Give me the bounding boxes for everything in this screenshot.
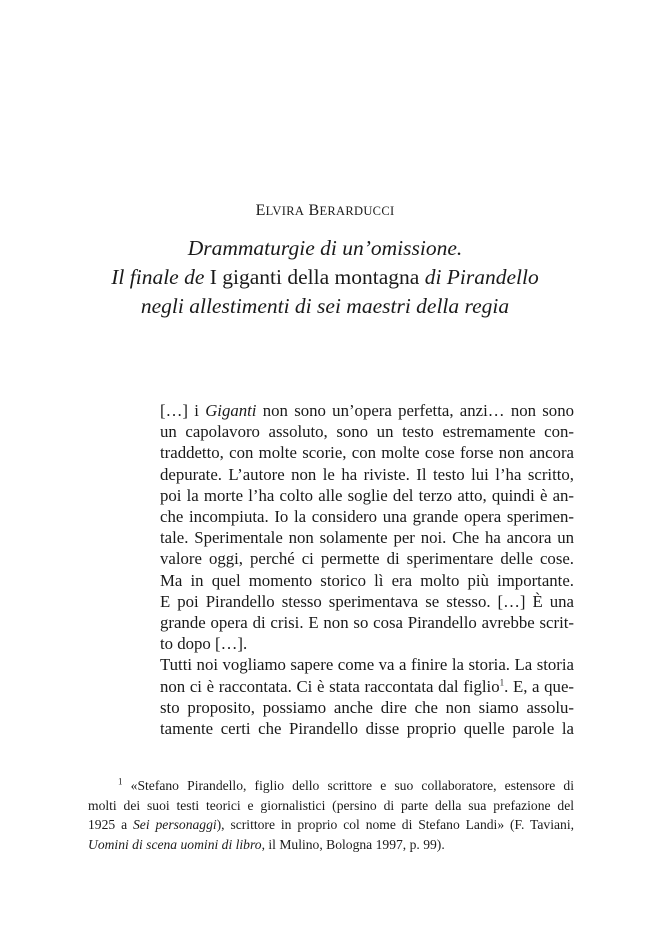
footnote-line: $^1$ «Stefano Pirandello, figlio dello scrittore e suo collaboratore, estensore di: [118, 776, 574, 793]
quote-line: grande opera di crisi. E non so cosa Pirandello avrebbe scrit-: [160, 613, 574, 633]
footnote-reference[interactable]: 1: [499, 677, 505, 688]
quote-line: tale. Sperimentale non solamente per noi. Che ha ancora un: [160, 528, 574, 548]
author-name: ELVIRA BERARDUCCI: [255, 202, 395, 219]
block-quote: [160, 400, 574, 739]
quote-line: tamente certi che Pirandello disse proprio quelle parole la: [160, 719, 574, 739]
quote-line: E poi Pirandello stesso sperimentava se stesso. […] È una: [160, 591, 574, 611]
quote-line: un capolavoro assoluto, sono un testo estremamente con-: [160, 422, 574, 442]
footnote: [88, 776, 574, 854]
quote-line: […] i Giganti non sono un’opera perfetta, anzi… non sono: [160, 401, 574, 420]
footnote-line: 1925 a Sei personaggi), scrittore in proprio col nome di Stefano Landi» (F. Taviani,: [88, 817, 574, 833]
quote-line: sto proposito, possiamo anche dire che non siamo assolu-: [160, 697, 574, 717]
quote-line: Ma in quel momento storico lì era molto più importante.: [160, 570, 574, 590]
footnote-line: molti dei suoi testi teorici e giornalistici (persino di parte della sua prefazione del: [88, 797, 574, 813]
quote-line: non ci è raccontata. Ci è stata raccontata dal figlio$^1$. E, a que-: [160, 676, 574, 696]
title-line-2: Il finale de I giganti della montagna di Pirandello: [111, 265, 539, 289]
quote-line: to dopo […].: [160, 634, 248, 654]
quote-line: Tutti noi vogliamo sapere come va a finire la storia. La storia: [160, 655, 574, 675]
quote-line: depurate. L’autore non le ha riviste. Il testo lui l’ha scritto,: [160, 464, 574, 484]
quote-line: poi la morte l’ha colto alle soglie del terzo atto, quindi è an-: [160, 485, 574, 505]
quote-line: traddetto, con molte scorie, con molte cose forse non ancora: [160, 443, 574, 463]
quote-line: valore oggi, perché ci permette di sperimentare delle cose.: [160, 549, 574, 569]
quote-line: che incompiuta. Io la considero una grande opera sperimen-: [160, 507, 574, 527]
title-line-3: negli allestimenti di sei maestri della regia: [140, 294, 510, 318]
footnote-line: Uomini di scena uomini di libro, il Mulino, Bologna 1997, p. 99).: [88, 836, 445, 852]
footnote-marker: 1: [118, 776, 123, 787]
title-line-1: Drammaturgie di un’omissione.: [187, 236, 463, 260]
article-title: [0, 234, 650, 321]
